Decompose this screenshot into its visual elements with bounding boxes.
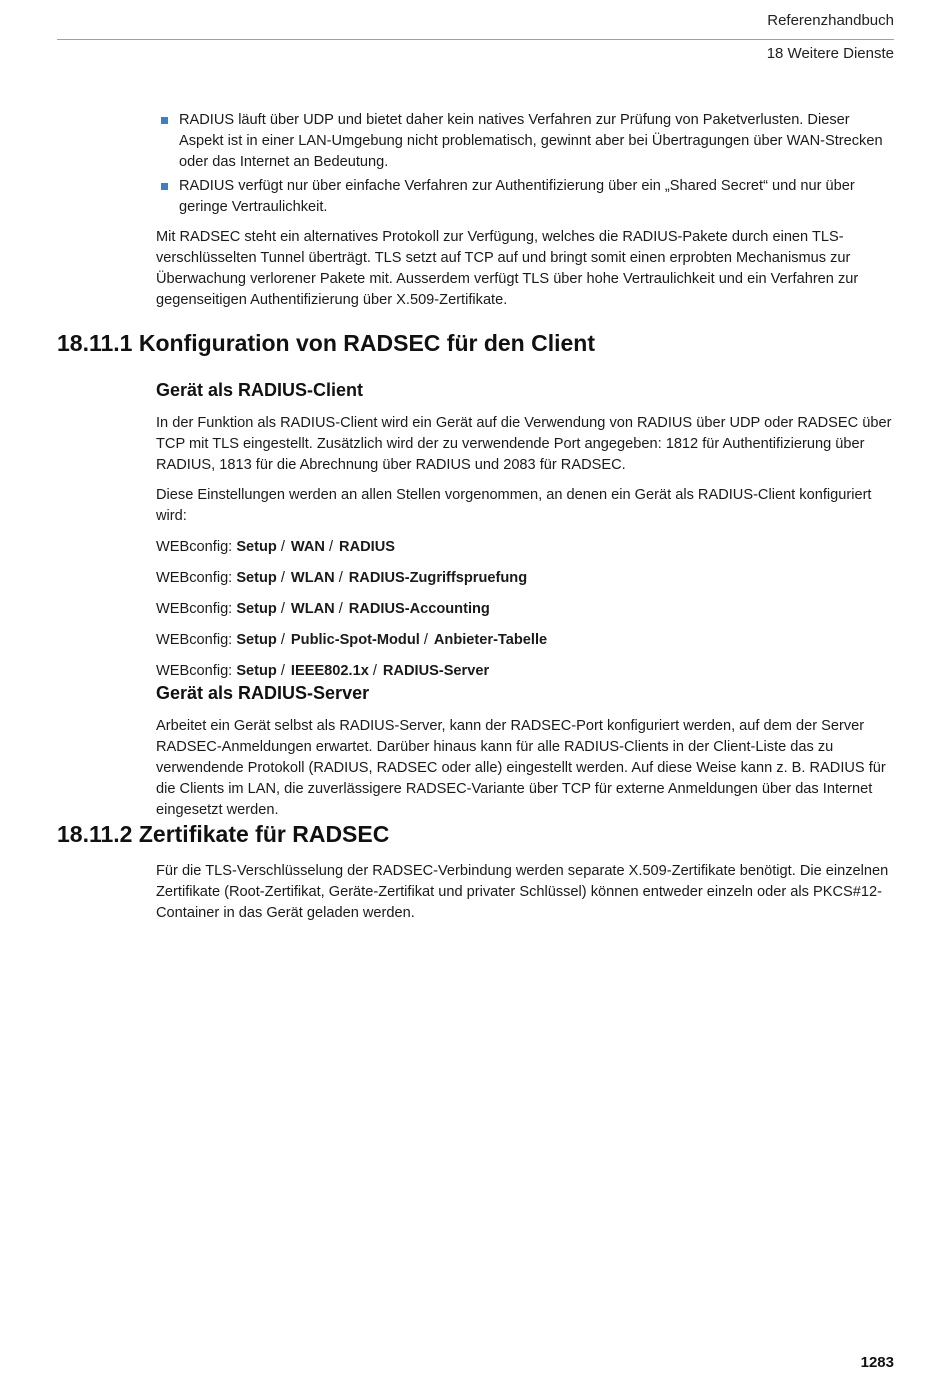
webconfig-path: WEBconfig: Setup / IEEE802.1x / RADIUS-Server xyxy=(156,663,490,679)
webconfig-path: WEBconfig: Setup / WLAN / RADIUS-Accounting xyxy=(156,601,490,617)
client-paragraph-2: Diese Einstellungen werden an allen Stellen vorgenommen, an denen ein Gerät als RADIUS-Client konfiguriert wird: xyxy=(156,487,872,524)
webconfig-path: WEBconfig: Setup / WAN / RADIUS xyxy=(156,539,395,555)
subheading-radius-client: Gerät als RADIUS-Client xyxy=(156,380,364,400)
client-paragraph-1: In der Funktion als RADIUS-Client wird ein Gerät auf die Verwendung von RADIUS über UDP oder RADSEC über TCP mit TLS eingestellt. Zusätzlich wird der zu verwendende Port angegeben: 1812 für Authentifizierung über RADIUS, 1813 für die Abrechnung über RADIUS und 2083 für RADSEC. xyxy=(156,415,892,473)
bullet-item xyxy=(156,110,894,173)
square-bullet-icon xyxy=(161,117,168,124)
subheading-radius-server: Gerät als RADIUS-Server xyxy=(156,683,370,703)
certificates-subsection xyxy=(156,861,894,924)
bullet-text: RADIUS verfügt nur über einfache Verfahren zur Authentifizierung über ein „Shared Secret“ und nur über geringe Vertraulichkeit. xyxy=(179,178,855,215)
page-number: 1283 xyxy=(860,1354,894,1371)
certificates-paragraph: Für die TLS-Verschlüsselung der RADSEC-Verbindung werden separate X.509-Zertifikate benötigt. Die einzelnen Zertifikate (Root-Zertifikat, Geräte-Zertifikat und privater Schlüssel) können entweder einzeln oder als PKCS#12-Container in das Gerät geladen werden. xyxy=(156,863,889,921)
header-chapter: 18 Weitere Dienste xyxy=(766,45,894,62)
bullet-list xyxy=(156,110,894,218)
webconfig-path: WEBconfig: Setup / Public-Spot-Modul / Anbieter-Tabelle xyxy=(156,632,548,648)
section-heading-certificates: 18.11.2 Zertifikate für RADSEC xyxy=(57,821,390,847)
server-paragraph: Arbeitet ein Gerät selbst als RADIUS-Server, kann der RADSEC-Port konfiguriert werden, auf dem der Server RADSEC-Anmeldungen erwartet. Darüber hinaus kann für alle RADIUS-Clients in der Client-Liste das zu verwendende Protokoll (RADIUS, RADSEC oder alle) eingestellt werden. Auf diese Weise kann z. B. RADIUS für die Clients im LAN, die zuverlässigere RADSEC-Variante über TCP für externe Anmeldungen über das Internet eingesetzt werden. xyxy=(156,718,886,818)
webconfig-path-list xyxy=(156,537,894,692)
section-heading-client-config: 18.11.1 Konfiguration von RADSEC für den Client xyxy=(57,330,596,356)
header-divider xyxy=(57,39,894,40)
intro-block xyxy=(156,110,894,311)
server-subsection xyxy=(156,683,894,821)
client-subsection xyxy=(156,380,894,692)
header-title: Referenzhandbuch xyxy=(767,12,894,29)
webconfig-path: WEBconfig: Setup / WLAN / RADIUS-Zugriffspruefung xyxy=(156,570,528,586)
square-bullet-icon xyxy=(161,183,168,190)
bullet-text: RADIUS läuft über UDP und bietet daher kein natives Verfahren zur Prüfung von Paketverlusten. Dieser Aspekt ist in einer LAN-Umgebung nicht problematisch, gewinnt aber bei Übertragungen über WAN-Strecken oder das Internet an Bedeutung. xyxy=(179,112,883,170)
intro-paragraph: Mit RADSEC steht ein alternatives Protokoll zur Verfügung, welches die RADIUS-Pakete durch einen TLS-verschlüsselten Tunnel überträgt. TLS setzt auf TCP auf und bringt somit einen erprobten Mechanismus zur Überwachung verlorener Pakete mit. Ausserdem verfügt TLS über hohe Vertraulichkeit und ein Verfahren zur gegenseitigen Authentifizierung über X.509-Zertifikate. xyxy=(156,229,859,308)
bullet-item xyxy=(156,176,894,218)
